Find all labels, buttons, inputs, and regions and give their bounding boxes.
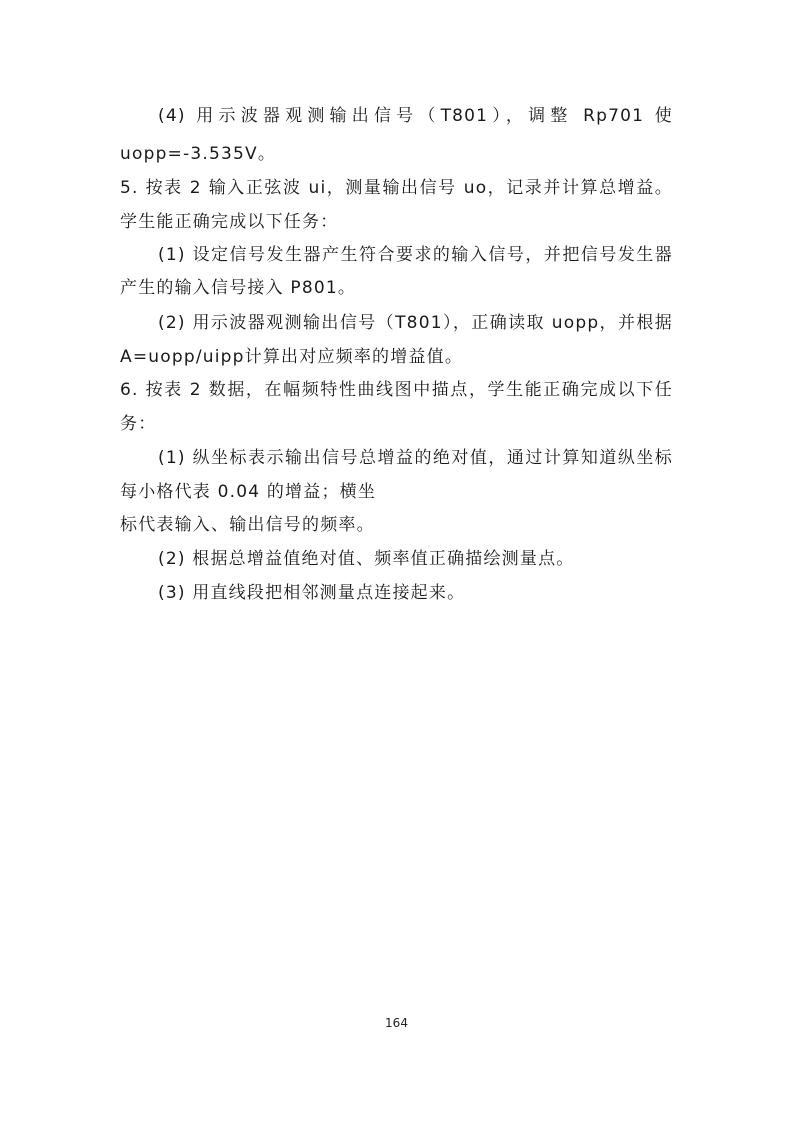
paragraph-line: 标代表输入、输出信号的频率。	[120, 515, 375, 535]
page-number: 164	[385, 1016, 408, 1030]
paragraph-line: 每小格代表 0.04 的增益；横坐	[120, 482, 377, 502]
paragraph-line: (2) 根据总增益值绝对值、频率值正确描绘测量点。	[158, 549, 575, 569]
paragraph-line: (1) 设定信号发生器产生符合要求的输入信号，并把信号发生器	[158, 245, 673, 265]
paragraph-line: (3) 用直线段把相邻测量点连接起来。	[158, 583, 466, 603]
section-heading-5: 5. 按表 2 输入正弦波 ui，测量输出信号 uo，记录并计算总增益。	[120, 178, 673, 198]
paragraph-line: 务：	[120, 414, 157, 434]
section-heading-6: 6. 按表 2 数据，在幅频特性曲线图中描点，学生能正确完成以下任	[120, 380, 673, 400]
paragraph-line: 学生能正确完成以下任务：	[120, 212, 339, 232]
paragraph-line: (2) 用示波器观测输出信号（T801），正确读取 uopp，并根据	[158, 313, 673, 333]
paragraph-line: uopp=-3.535V。	[120, 144, 277, 164]
paragraph-line: A=uopp/uipp计算出对应频率的增益值。	[120, 347, 464, 367]
paragraph-line: 产生的输入信号接入 P801。	[120, 278, 357, 298]
paragraph-line: (1) 纵坐标表示输出信号总增益的绝对值，通过计算知道纵坐标	[158, 448, 673, 468]
paragraph-line: (4) 用示波器观测输出信号（T801），调整 Rp701 使	[158, 106, 673, 126]
